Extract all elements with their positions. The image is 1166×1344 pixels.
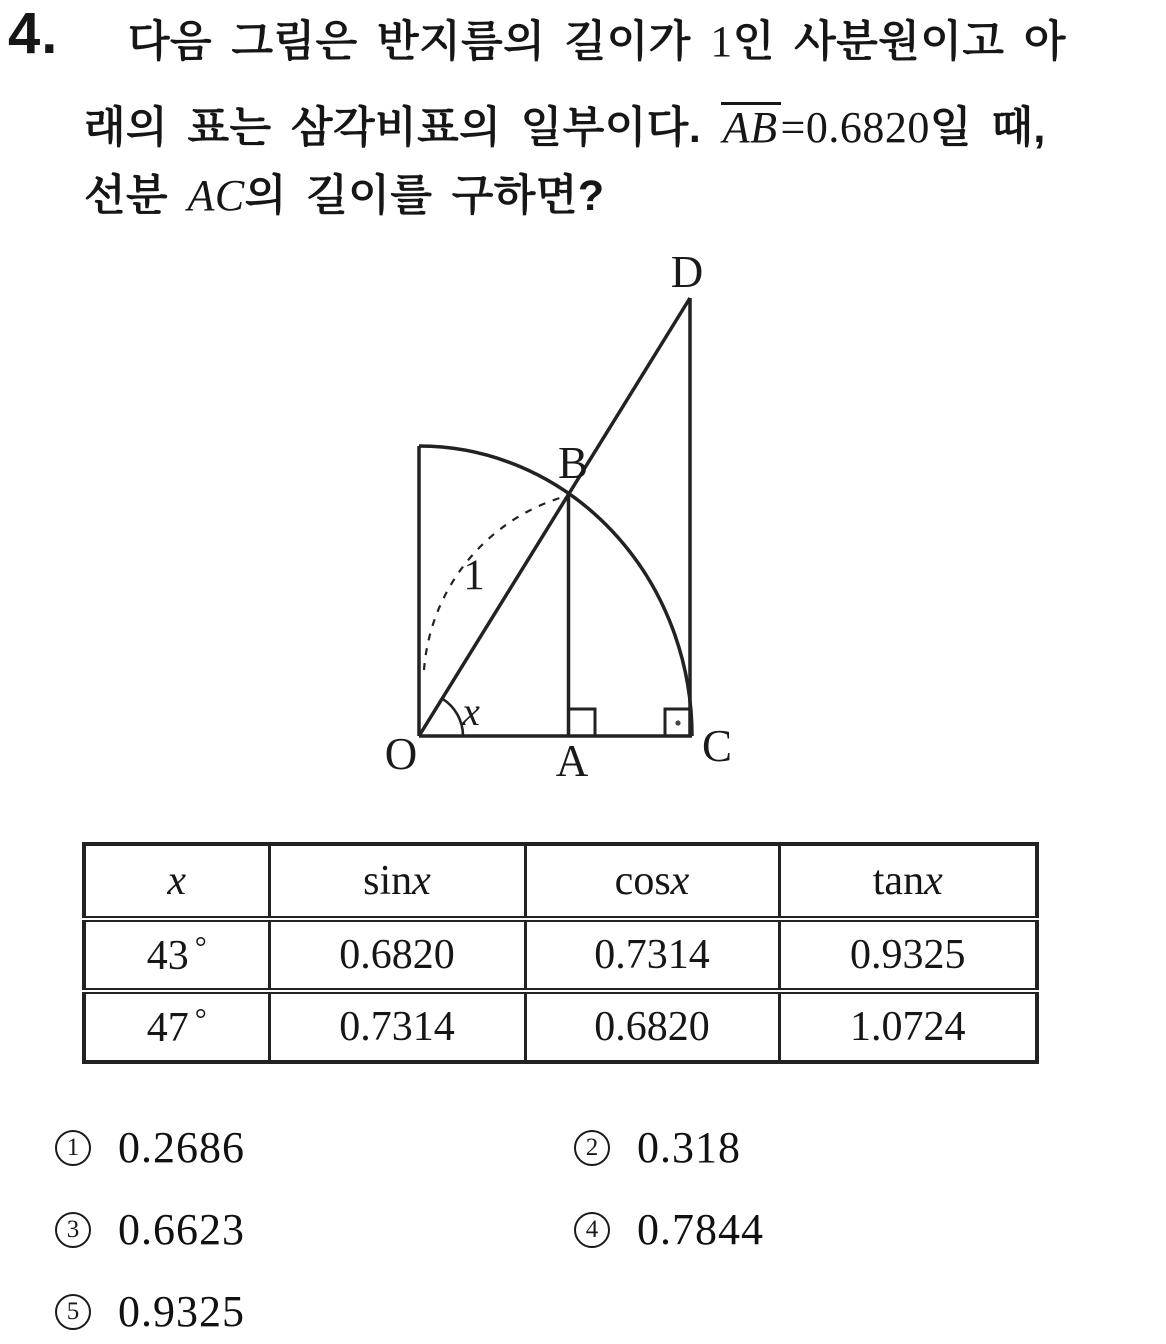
- option-1[interactable]: [55, 1122, 245, 1173]
- line3-korean-pre: 선분: [84, 172, 188, 220]
- radius-one-label: 1: [463, 552, 485, 599]
- point-label-c: C: [701, 721, 733, 771]
- cell-angle-47: 47 °: [84, 991, 269, 1062]
- radius-value: 1: [710, 17, 733, 66]
- question-number: 4.: [8, 1, 59, 66]
- radius-annotation-dashed-arc: [424, 497, 563, 670]
- ab-equals-value: =0.6820: [780, 103, 930, 152]
- option-4-value: 0.7844: [637, 1205, 764, 1254]
- header-sin: sinx: [269, 844, 525, 919]
- problem-text-line1: [128, 8, 1066, 69]
- table-header-row: [84, 844, 1037, 919]
- line-od: [419, 298, 690, 736]
- cell-tan-43: 0.9325: [779, 919, 1037, 991]
- option-5-circle-number: 5: [55, 1294, 91, 1330]
- problem-text-line2: [84, 94, 1046, 155]
- option-5[interactable]: [55, 1286, 245, 1337]
- angle-x-arc: [442, 699, 463, 736]
- header-x: x: [84, 844, 269, 919]
- line2-korean-pre: 래의 표는 삼각비표의 일부이다.: [84, 104, 721, 152]
- segment-ac: AC: [187, 171, 245, 220]
- option-3-circle-number: 3: [55, 1212, 91, 1248]
- option-3-value: 0.6623: [118, 1205, 245, 1254]
- point-label-a: A: [555, 736, 589, 786]
- option-5-value: 0.9325: [118, 1287, 245, 1336]
- line1-korean-pre: 다음 그림은 반지름의 길이가: [128, 18, 711, 66]
- quarter-circle-arc: [419, 446, 692, 736]
- problem-text-line3: [84, 162, 605, 223]
- point-label-d: D: [670, 247, 704, 297]
- point-label-b: B: [557, 438, 589, 488]
- line2-korean-post: 일 때,: [929, 104, 1046, 152]
- cell-sin-47: 0.7314: [269, 991, 525, 1062]
- option-2[interactable]: [574, 1122, 741, 1173]
- right-angle-mark-a: [569, 709, 596, 736]
- option-1-circle-number: 1: [55, 1130, 91, 1166]
- header-tan: tanx: [779, 844, 1037, 919]
- option-4[interactable]: [574, 1204, 764, 1255]
- trig-ratio-table: [82, 842, 1039, 1064]
- segment-ab-overline: AB: [721, 102, 781, 151]
- cell-sin-43: 0.6820: [269, 919, 525, 991]
- option-2-circle-number: 2: [574, 1130, 610, 1166]
- cell-cos-47: 0.6820: [525, 991, 779, 1062]
- line1-korean-post: 인 사분원이고 아: [732, 18, 1066, 66]
- option-1-value: 0.2686: [118, 1123, 245, 1172]
- option-2-value: 0.318: [637, 1123, 741, 1172]
- point-label-o: O: [384, 729, 418, 779]
- line3-korean-post: 의 길이를 구하면?: [244, 172, 605, 220]
- geometry-figure: [350, 245, 770, 790]
- cell-cos-43: 0.7314: [525, 919, 779, 991]
- right-angle-dot-c: [675, 720, 680, 725]
- option-4-circle-number: 4: [574, 1212, 610, 1248]
- cell-angle-43: 43 °: [84, 919, 269, 991]
- header-cos: cosx: [525, 844, 779, 919]
- table-row-47: [84, 991, 1037, 1062]
- option-3[interactable]: [55, 1204, 245, 1255]
- cell-tan-47: 1.0724: [779, 991, 1037, 1062]
- angle-x-label: x: [462, 689, 480, 734]
- table-row-43: [84, 919, 1037, 991]
